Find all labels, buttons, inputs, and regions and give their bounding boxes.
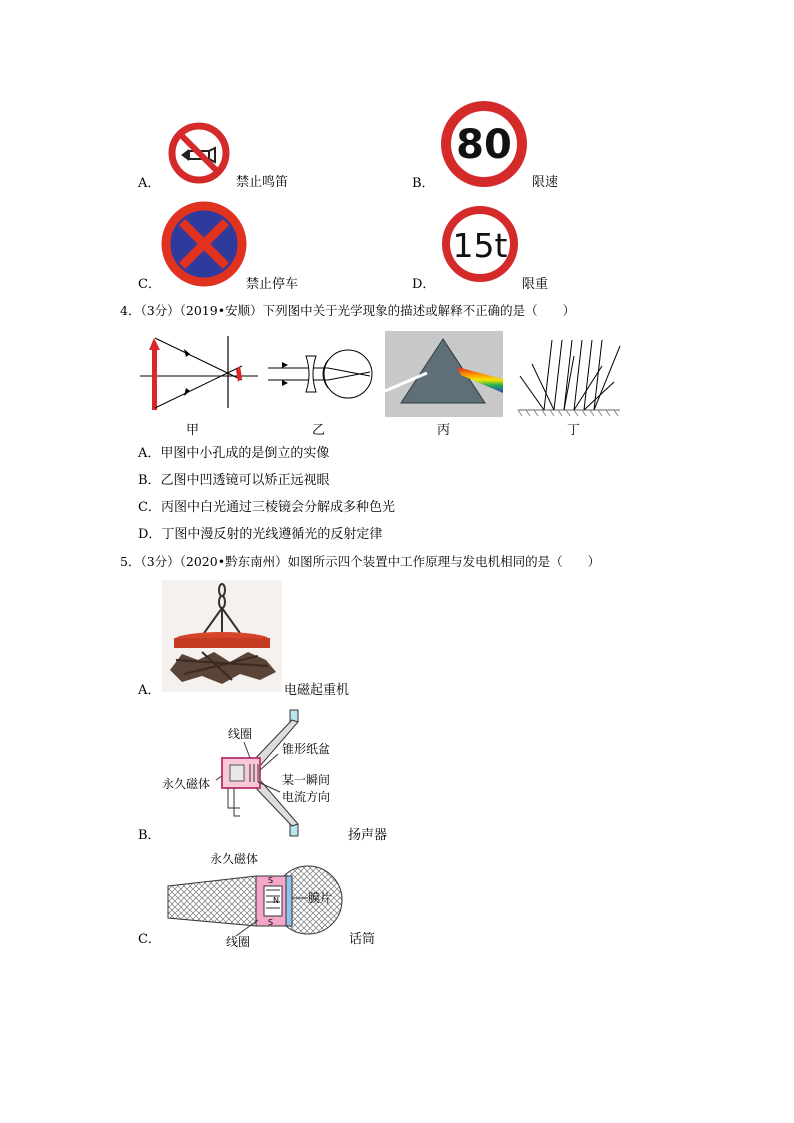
- option-d-caption: 限重: [522, 277, 549, 292]
- pinhole-diagram: [140, 332, 258, 412]
- question-4-stem: 4．（3分）（2019•安顺）下列图中关于光学现象的描述或解释不正确的是（ ）: [120, 303, 576, 318]
- no-horn-sign-icon: [165, 120, 233, 186]
- question-4-option-b: B．乙图中凹透镜可以矫正远视眼: [138, 473, 330, 488]
- figure-label-bing: 丙: [437, 423, 451, 438]
- speaker-label-moment: 某一瞬间: [282, 773, 331, 787]
- loudspeaker-diagram: [160, 708, 360, 840]
- mic-label-magnet: 永久磁体: [210, 852, 259, 866]
- question-5-option-b-letter: B．: [138, 828, 161, 843]
- question-5-option-a-caption: 电磁起重机: [284, 683, 350, 698]
- option-b-letter: B．: [412, 176, 435, 191]
- prism-diagram: [385, 331, 503, 417]
- question-5-option-c-letter: C．: [138, 932, 161, 947]
- mic-pole-n: N: [273, 896, 279, 905]
- option-b-caption: 限速: [532, 175, 559, 190]
- question-4-option-a: A．甲图中小孔成的是倒立的实像: [138, 446, 330, 461]
- question-5-stem: 5．（3分）（2020•黔东南州）如图所示四个装置中工作原理与发电机相同的是（ ）: [120, 554, 601, 569]
- question-5-option-c-caption: 话筒: [349, 932, 376, 947]
- speaker-label-coil: 线圈: [228, 727, 253, 741]
- eye-lens-diagram: [266, 340, 376, 412]
- diffuse-reflection-diagram: [514, 336, 624, 418]
- mic-label-diaphragm: 膜片: [308, 891, 333, 905]
- figure-label-jia: 甲: [186, 423, 200, 438]
- option-d-letter: D．: [412, 277, 436, 292]
- no-parking-sign-icon: [160, 200, 248, 288]
- question-4-option-c: C．丙图中白光通过三棱镜会分解成多种色光: [138, 500, 395, 515]
- speed-limit-value: 80: [456, 122, 512, 168]
- option-a-letter: A．: [138, 176, 161, 191]
- option-a-caption: 禁止鸣笛: [236, 175, 289, 190]
- figure-label-yi: 乙: [312, 423, 326, 438]
- option-c-caption: 禁止停车: [246, 277, 299, 292]
- speed-limit-sign-icon: [438, 100, 530, 188]
- option-c-letter: C．: [138, 277, 161, 292]
- speaker-label-cone: 锥形纸盆: [282, 742, 331, 756]
- mic-pole-s-top: S: [268, 876, 274, 885]
- weight-limit-value: 15t: [452, 226, 508, 265]
- figure-label-ding: 丁: [567, 423, 581, 438]
- electromagnet-crane-icon: [162, 580, 282, 692]
- question-5-option-b-caption: 扬声器: [348, 828, 388, 843]
- mic-pole-s-bottom: S: [268, 918, 274, 927]
- mic-label-coil: 线圈: [226, 935, 251, 948]
- question-4-option-d: D．丁图中漫反射的光线遵循光的反射定律: [138, 527, 383, 542]
- speaker-label-current: 电流方向: [282, 790, 331, 804]
- question-5-option-a-letter: A．: [138, 683, 161, 698]
- speaker-label-magnet: 永久磁体: [162, 777, 211, 791]
- weight-limit-sign-icon: [440, 203, 520, 285]
- microphone-diagram: [160, 850, 350, 948]
